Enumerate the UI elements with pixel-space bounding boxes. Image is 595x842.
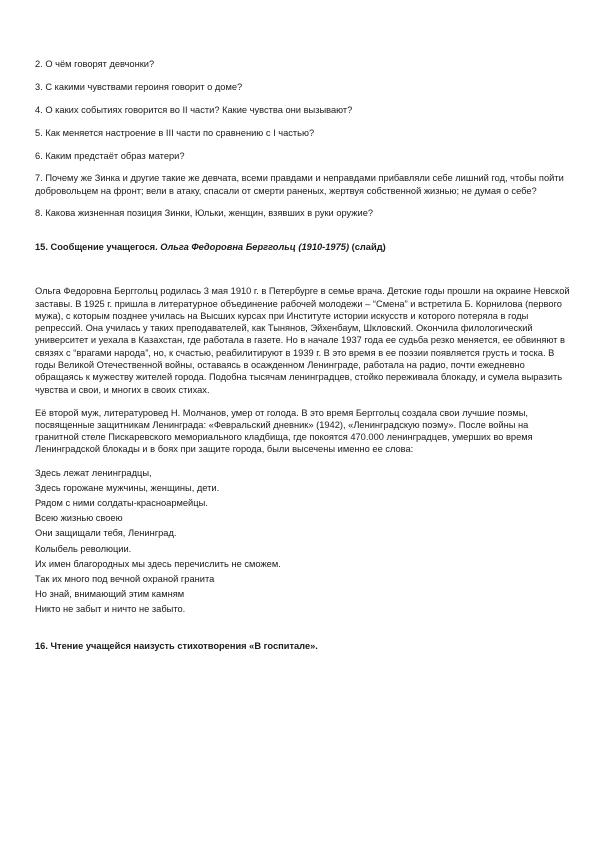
section-15-prefix: 15. Сообщение учащегося. — [35, 242, 161, 253]
question-4: 4. О каких событиях говорится во II части? Какие чувства они вызывают? — [35, 104, 353, 115]
question-8: 8. Какова жизненная позиция Зинки, Юльки, женщин, взявших в руки оружие? — [35, 207, 374, 218]
question-6: 6. Каким предстаёт образ матери? — [35, 150, 185, 161]
poem-line: Колыбель революции. — [35, 543, 132, 554]
question-7: 7. Почему же Зинка и другие такие же девчата, всеми правдами и неправдами прибавляли себе лишний год, чтобы пойти добровольцем на фронт; вели в атаку, спасали от смерти раненых, жертвуя собственной жизнью; не думая о себе? — [35, 173, 564, 197]
bio-paragraph-2: Её второй муж, литературовед Н. Молчанов, умер от голода. В это время Берггольц создала свои лучшие поэмы, посвященные защитникам Ленинграда: «Февральский дневник» (1942), «Ленинградскую поэму». После войны на гранитной стеле Пискаревского мемориального кладбища, где покоятся 470.000 ленинградцев, умерших во время Ленинградской блокады и в боях при защите города, были высечены именно ее слова: — [35, 407, 533, 455]
poem-line: Всею жизнью своею — [35, 513, 123, 524]
question-list — [35, 58, 570, 219]
poem-line: Они защищали тебя, Ленинград. — [35, 528, 177, 539]
bio-paragraph-1: Ольга Федоровна Берггольц родилась 3 мая 1910 г. в Петербурге в семье врача. Детские годы прошли на окраине Невской заставы. В 1925 г. пришла в литературное объединение рабочей молодежи – “Смена” и встретила Б. Корнилова (первого мужа), с которым позднее училась на Высших курсах при Институте истории искусств и которого потеряла в годы репрессий. Она училась у таких преподавателей, как Тынянов, Эйхенбаум, Шкловский. Окончила филологический университет и уехала в Казахстан, где работала в газете. Но в начале 1937 года ее судьба резко меняется, ее обвиняют в связях с “врагами народа”, но, к счастью, реабилитируют в 1939 г. В это время в ее поэзии появляется грусть и тоска. В годы Великой Отечественной войны, оставаясь в осажденном Ленинграде, работала на радио, почти ежедневно обращаясь к мужеству жителей города. Подобна тысячам ленинградцев, стойко переживала блокаду, и сумела выразить чувства и свои, и многих в своих стихах. — [35, 286, 570, 395]
poem-epitaph — [35, 466, 570, 618]
section-15-suffix: (слайд) — [349, 242, 386, 253]
poem-line: Здесь горожане мужчины, женщины, дети. — [35, 482, 220, 493]
section-15-heading — [35, 241, 570, 253]
section-16-heading: 16. Чтение учащейся наизусть стихотворения «В госпитале». — [35, 641, 318, 652]
poem-line: Рядом с ними солдаты-красноармейцы. — [35, 498, 208, 509]
poem-line: Но знай, внимающий этим камням — [35, 589, 185, 600]
biography — [35, 285, 570, 455]
poem-line: Так их много под вечной охраной гранита — [35, 573, 215, 584]
document-page — [35, 58, 570, 652]
question-2: 2. О чём говорят девчонки? — [35, 59, 155, 69]
question-3: 3. С какими чувствами героиня говорит о доме? — [35, 81, 243, 92]
section-15-name: Ольга Федоровна Берггольц (1910-1975) — [160, 242, 350, 253]
poem-line: Никто не забыт и ничто не забыто. — [35, 604, 186, 615]
poem-line: Их имен благородных мы здесь перечислить не сможем. — [35, 558, 281, 569]
poem-line: Здесь лежат ленинградцы, — [35, 467, 152, 478]
question-5: 5. Как меняется настроение в III части по сравнению с I частью? — [35, 127, 315, 138]
